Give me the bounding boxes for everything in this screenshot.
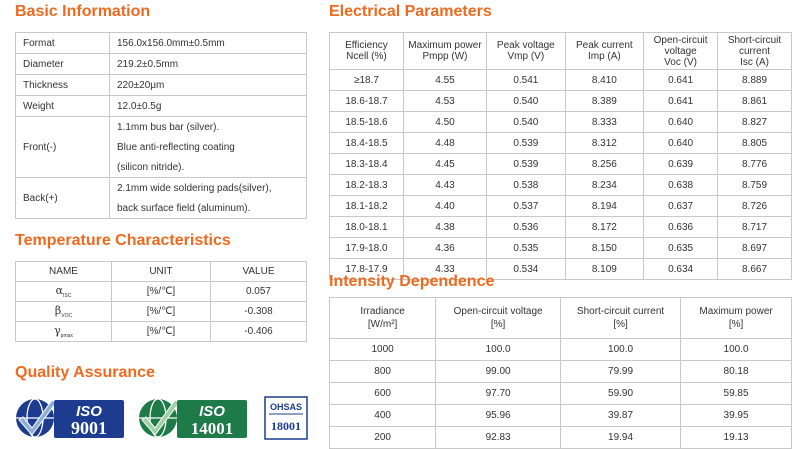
table-cell: 8.861 bbox=[718, 91, 792, 112]
electrical-column-header bbox=[565, 33, 644, 70]
table-cell: 800 bbox=[330, 361, 436, 383]
table-cell: 0.537 bbox=[487, 196, 566, 217]
intensity-column-header bbox=[330, 298, 436, 339]
header-line: current bbox=[738, 45, 771, 57]
table-cell: 100.0 bbox=[681, 339, 792, 361]
table-cell: 39.95 bbox=[681, 405, 792, 427]
basic-information-table bbox=[15, 32, 307, 219]
table-cell: 92.83 bbox=[436, 427, 561, 449]
table-cell: 19.13 bbox=[681, 427, 792, 449]
table-cell: 18.0-18.1 bbox=[330, 217, 404, 238]
table-cell: 18.2-18.3 bbox=[330, 175, 404, 196]
header-line: Peak voltage bbox=[496, 40, 555, 51]
unit-header: UNIT bbox=[112, 262, 211, 282]
weight-label: Weight bbox=[16, 96, 110, 117]
gamma-symbol: γ bbox=[54, 323, 61, 337]
coefficient-name bbox=[16, 302, 112, 322]
table-row bbox=[330, 383, 792, 405]
coefficient-unit: [%/℃] bbox=[112, 322, 211, 342]
table-cell: 1000 bbox=[330, 339, 436, 361]
header-line: Maximum power bbox=[699, 306, 773, 317]
header-line: Short-circuit bbox=[727, 34, 782, 46]
table-row bbox=[16, 54, 307, 75]
diameter-value: 219.2±0.5mm bbox=[110, 54, 307, 75]
electrical-column-header bbox=[487, 33, 566, 70]
table-cell: 4.40 bbox=[403, 196, 486, 217]
table-header-row bbox=[330, 33, 792, 70]
table-row bbox=[16, 178, 307, 199]
table-cell: 8.805 bbox=[718, 133, 792, 154]
table-cell: 4.45 bbox=[403, 154, 486, 175]
header-line: [%] bbox=[490, 319, 506, 330]
table-cell: 0.539 bbox=[487, 154, 566, 175]
intensity-dependence-table bbox=[329, 297, 792, 449]
table-row bbox=[330, 112, 792, 133]
table-cell: 8.776 bbox=[718, 154, 792, 175]
table-cell: 59.85 bbox=[681, 383, 792, 405]
basic-information-title: Basic Information bbox=[15, 3, 151, 20]
table-cell: 0.540 bbox=[487, 112, 566, 133]
value-header: VALUE bbox=[210, 262, 306, 282]
front-label: Front(-) bbox=[16, 117, 110, 178]
table-cell: 18.4-18.5 bbox=[330, 133, 404, 154]
table-cell: 18.3-18.4 bbox=[330, 154, 404, 175]
table-cell: 0.538 bbox=[487, 175, 566, 196]
table-cell: 8.194 bbox=[565, 196, 644, 217]
electrical-column-header bbox=[644, 33, 718, 70]
iso-9001-logo-icon bbox=[14, 394, 126, 442]
front-line: Blue anti-reflecting coating bbox=[110, 137, 307, 157]
table-cell: 0.637 bbox=[644, 196, 718, 217]
table-cell: 8.333 bbox=[565, 112, 644, 133]
table-row bbox=[330, 238, 792, 259]
back-line: 2.1mm wide soldering pads(silver), bbox=[110, 178, 307, 199]
table-cell: 4.36 bbox=[403, 238, 486, 259]
logo-number: 9001 bbox=[71, 418, 107, 438]
table-row bbox=[16, 322, 307, 342]
header-line: Maximum power bbox=[408, 40, 482, 51]
table-row bbox=[330, 175, 792, 196]
table-cell: 4.38 bbox=[403, 217, 486, 238]
table-row bbox=[330, 427, 792, 449]
table-cell: 0.636 bbox=[644, 217, 718, 238]
coefficient-unit: [%/℃] bbox=[112, 282, 211, 302]
table-cell: 400 bbox=[330, 405, 436, 427]
header-line: Voc (V) bbox=[664, 56, 697, 68]
table-cell: 100.0 bbox=[436, 339, 561, 361]
ohsas-18001-logo-icon bbox=[264, 396, 308, 440]
table-cell: 0.536 bbox=[487, 217, 566, 238]
table-cell: 8.312 bbox=[565, 133, 644, 154]
header-line: Irradiance bbox=[360, 306, 405, 317]
table-cell: 0.535 bbox=[487, 238, 566, 259]
table-cell: 97.70 bbox=[436, 383, 561, 405]
intensity-column-header bbox=[681, 298, 792, 339]
alpha-symbol: α bbox=[55, 283, 64, 297]
thickness-label: Thickness bbox=[16, 75, 110, 96]
header-line: Imp (A) bbox=[587, 51, 621, 62]
table-cell: 0.638 bbox=[644, 175, 718, 196]
logo-brand: ISO bbox=[76, 403, 102, 420]
table-cell: 0.641 bbox=[644, 91, 718, 112]
table-row bbox=[16, 96, 307, 117]
temperature-characteristics-title: Temperature Characteristics bbox=[15, 232, 231, 249]
table-row bbox=[16, 75, 307, 96]
table-cell: 80.18 bbox=[681, 361, 792, 383]
table-cell: 200 bbox=[330, 427, 436, 449]
table-header-row bbox=[16, 262, 307, 282]
table-cell: 4.50 bbox=[403, 112, 486, 133]
table-cell: 18.5-18.6 bbox=[330, 112, 404, 133]
table-row bbox=[16, 282, 307, 302]
intensity-column-header bbox=[436, 298, 561, 339]
table-cell: 4.33 bbox=[403, 259, 486, 280]
header-line: Peak current bbox=[576, 40, 633, 51]
table-cell: 4.53 bbox=[403, 91, 486, 112]
table-cell: 8.889 bbox=[718, 70, 792, 91]
table-cell: 18.6-18.7 bbox=[330, 91, 404, 112]
format-label: Format bbox=[16, 33, 110, 54]
table-cell: 0.640 bbox=[644, 112, 718, 133]
electrical-column-header bbox=[718, 33, 792, 70]
table-cell: 19.94 bbox=[560, 427, 680, 449]
front-line: 1.1mm bus bar (silver). bbox=[110, 117, 307, 138]
header-line: Ncell (%) bbox=[346, 51, 387, 62]
diameter-label: Diameter bbox=[16, 54, 110, 75]
iso-14001-logo-icon bbox=[137, 394, 249, 442]
table-cell: 79.99 bbox=[560, 361, 680, 383]
table-cell: 8.109 bbox=[565, 259, 644, 280]
table-cell: 100.0 bbox=[560, 339, 680, 361]
table-row bbox=[330, 405, 792, 427]
electrical-table-body bbox=[330, 70, 792, 280]
table-cell: 600 bbox=[330, 383, 436, 405]
table-cell: 8.256 bbox=[565, 154, 644, 175]
header-line: Vmp (V) bbox=[507, 51, 545, 62]
logo-brand: ISO bbox=[199, 403, 225, 420]
header-line: [W/m²] bbox=[367, 319, 398, 330]
header-line: Isc (A) bbox=[740, 56, 769, 68]
table-cell: 18.1-18.2 bbox=[330, 196, 404, 217]
table-cell: 95.96 bbox=[436, 405, 561, 427]
header-line: Efficiency bbox=[345, 40, 388, 51]
intensity-table-body bbox=[330, 339, 792, 449]
coefficient-value: -0.308 bbox=[210, 302, 306, 322]
table-row bbox=[16, 117, 307, 138]
electrical-column-header bbox=[330, 33, 404, 70]
header-line: [%] bbox=[728, 319, 744, 330]
beta-symbol: β bbox=[54, 303, 62, 317]
table-cell: 8.150 bbox=[565, 238, 644, 259]
table-row bbox=[16, 33, 307, 54]
temperature-table bbox=[15, 261, 307, 342]
back-line: back surface field (aluminum). bbox=[110, 198, 307, 219]
table-cell: 17.8-17.9 bbox=[330, 259, 404, 280]
table-row bbox=[330, 154, 792, 175]
table-cell: 8.410 bbox=[565, 70, 644, 91]
symbol-subscript: pmax bbox=[60, 333, 73, 340]
header-line: Short-circuit current bbox=[576, 306, 665, 317]
quality-assurance-title: Quality Assurance bbox=[15, 364, 155, 381]
table-cell: 0.640 bbox=[644, 133, 718, 154]
back-label: Back(+) bbox=[16, 178, 110, 219]
logo-brand: OHSAS bbox=[269, 402, 303, 412]
header-line: voltage bbox=[664, 45, 697, 57]
electrical-parameters-title: Electrical Parameters bbox=[329, 3, 492, 20]
table-cell: 0.635 bbox=[644, 238, 718, 259]
coefficient-value: 0.057 bbox=[210, 282, 306, 302]
header-line: [%] bbox=[613, 319, 628, 330]
table-row bbox=[330, 361, 792, 383]
table-cell: 0.639 bbox=[644, 154, 718, 175]
header-line: Open-circuit bbox=[653, 34, 708, 46]
table-cell: 0.534 bbox=[487, 259, 566, 280]
table-cell: 0.634 bbox=[644, 259, 718, 280]
electrical-column-header bbox=[403, 33, 486, 70]
table-cell: 8.726 bbox=[718, 196, 792, 217]
intensity-dependence-title: Intensity Dependence bbox=[329, 273, 495, 290]
table-header-row bbox=[330, 298, 792, 339]
logo-number: 18001 bbox=[271, 419, 301, 433]
coefficient-value: -0.406 bbox=[210, 322, 306, 342]
table-cell: 8.697 bbox=[718, 238, 792, 259]
table-cell: 39.87 bbox=[560, 405, 680, 427]
header-line: Pmpp (W) bbox=[422, 51, 468, 62]
table-cell: 17.9-18.0 bbox=[330, 238, 404, 259]
format-value: 156.0x156.0mm±0.5mm bbox=[110, 33, 307, 54]
table-cell: 8.717 bbox=[718, 217, 792, 238]
table-cell: 0.641 bbox=[644, 70, 718, 91]
table-row bbox=[330, 133, 792, 154]
table-cell: 8.234 bbox=[565, 175, 644, 196]
coefficient-name bbox=[16, 322, 112, 342]
table-row bbox=[330, 217, 792, 238]
logo-number: 14001 bbox=[190, 419, 234, 438]
table-cell: 8.389 bbox=[565, 91, 644, 112]
table-cell: 99.00 bbox=[436, 361, 561, 383]
table-row bbox=[330, 91, 792, 112]
table-row bbox=[16, 302, 307, 322]
symbol-subscript: ISC bbox=[63, 293, 72, 300]
table-cell: 4.48 bbox=[403, 133, 486, 154]
name-header: NAME bbox=[16, 262, 112, 282]
electrical-parameters-table bbox=[329, 32, 792, 280]
table-cell: 4.55 bbox=[403, 70, 486, 91]
table-cell: 8.759 bbox=[718, 175, 792, 196]
table-cell: 0.541 bbox=[487, 70, 566, 91]
table-cell: 0.540 bbox=[487, 91, 566, 112]
table-cell: 8.172 bbox=[565, 217, 644, 238]
table-cell: 8.827 bbox=[718, 112, 792, 133]
intensity-column-header bbox=[560, 298, 680, 339]
front-line: (silicon nitride). bbox=[110, 157, 307, 178]
weight-value: 12.0±0.5g bbox=[110, 96, 307, 117]
coefficient-unit: [%/℃] bbox=[112, 302, 211, 322]
table-row bbox=[330, 196, 792, 217]
table-row bbox=[330, 70, 792, 91]
table-cell: ≥18.7 bbox=[330, 70, 404, 91]
table-cell: 4.43 bbox=[403, 175, 486, 196]
table-row bbox=[330, 339, 792, 361]
symbol-subscript: VOC bbox=[61, 313, 73, 320]
table-cell: 8.667 bbox=[718, 259, 792, 280]
header-line: Open-circuit voltage bbox=[453, 306, 543, 317]
table-cell: 59.90 bbox=[560, 383, 680, 405]
table-cell: 0.539 bbox=[487, 133, 566, 154]
coefficient-name bbox=[16, 282, 112, 302]
thickness-value: 220±20μm bbox=[110, 75, 307, 96]
